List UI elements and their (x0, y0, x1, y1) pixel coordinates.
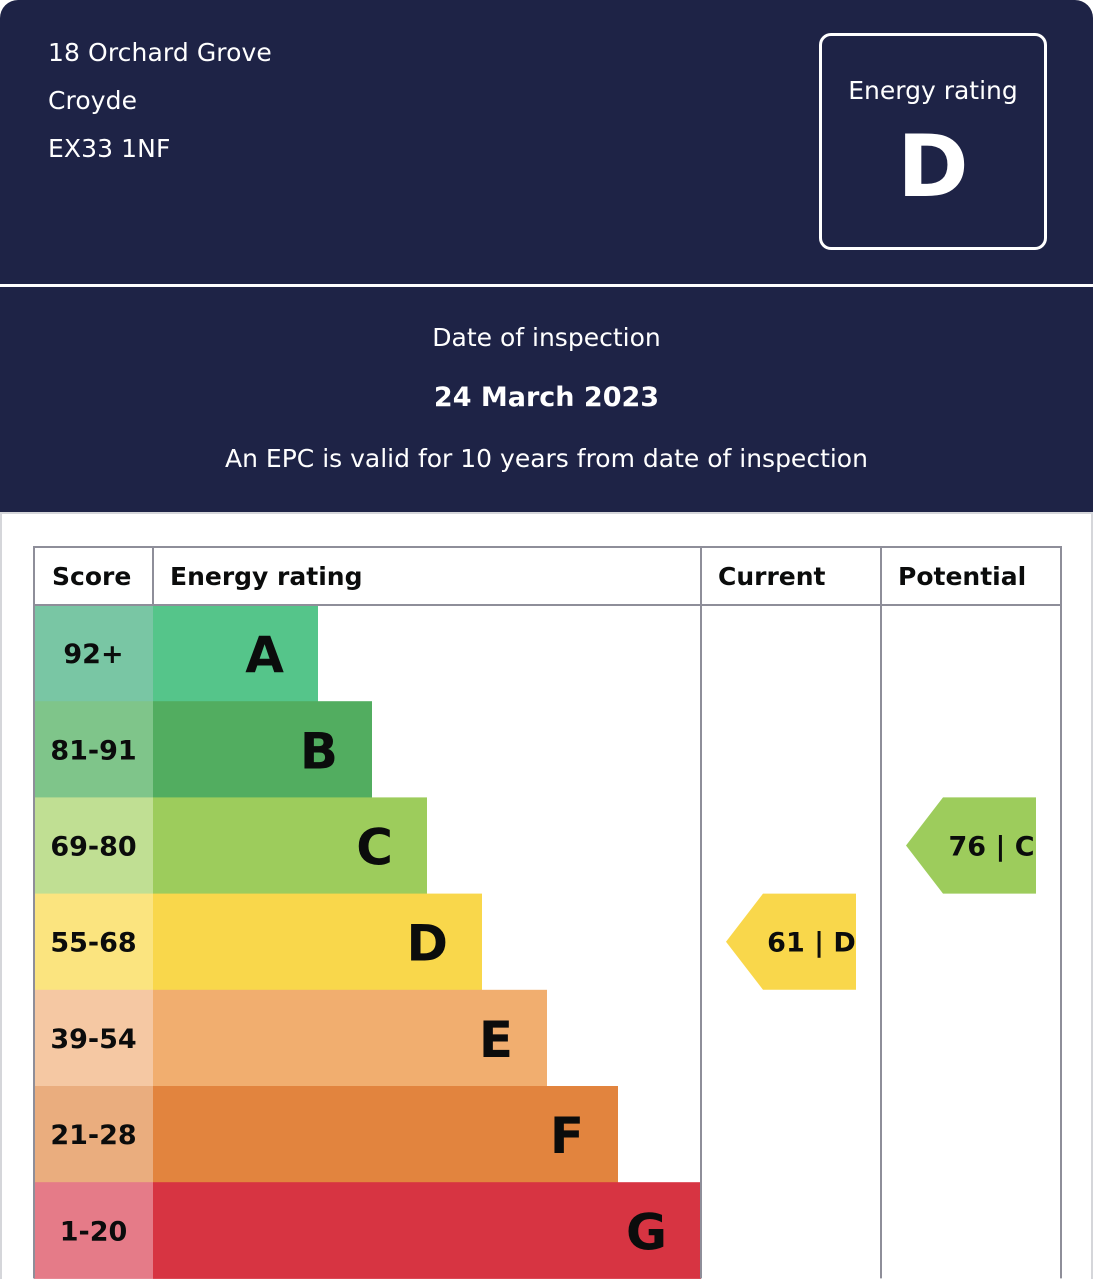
score-range-c: 69-80 (50, 831, 137, 863)
score-range-a: 92+ (63, 639, 124, 671)
score-range-d: 55-68 (50, 927, 137, 959)
address-line-2: Croyde (48, 86, 138, 115)
header-potential: Potential (898, 562, 1027, 591)
header-energy-rating: Energy rating (170, 562, 363, 591)
score-range-g: 1-20 (59, 1216, 128, 1248)
score-range-e: 39-54 (50, 1023, 137, 1055)
rating-letter-b: B (299, 722, 338, 781)
rating-letter-d: D (406, 914, 448, 973)
rating-letter-a: A (245, 626, 284, 685)
rating-letter-c: C (356, 818, 393, 877)
header-current: Current (718, 562, 826, 591)
epc-validity-note: An EPC is valid for 10 years from date of inspection (225, 444, 868, 473)
inspection-date: 24 March 2023 (433, 382, 660, 413)
energy-rating-label: Energy rating (848, 76, 1018, 105)
energy-rating-letter: D (897, 117, 969, 217)
address-line-1: 18 Orchard Grove (48, 38, 272, 67)
rating-letter-e: E (478, 1010, 513, 1069)
score-range-f: 21-28 (50, 1120, 137, 1152)
rating-bar-b (153, 701, 372, 798)
header-score: Score (52, 562, 132, 591)
rating-bar-f (153, 1086, 618, 1183)
rating-bar-g (153, 1182, 701, 1279)
address-postcode: EX33 1NF (48, 134, 171, 163)
potential-rating-label: 76 | C (948, 831, 1035, 863)
current-rating-label: 61 | D (767, 927, 856, 959)
rating-letter-f: F (549, 1107, 584, 1166)
rating-letter-g: G (625, 1203, 667, 1262)
inspection-date-label: Date of inspection (432, 323, 661, 352)
rating-bar-a (153, 605, 318, 702)
score-range-b: 81-91 (50, 735, 137, 767)
